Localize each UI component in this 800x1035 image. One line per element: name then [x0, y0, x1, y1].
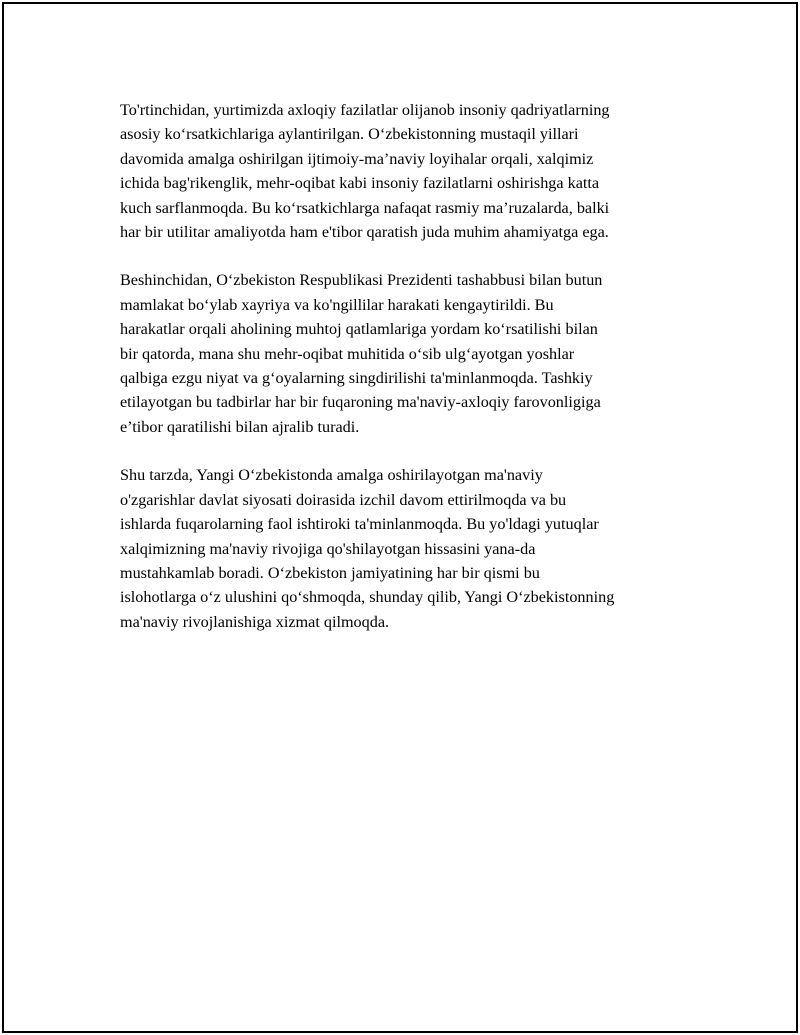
text-line: qalbiga ezgu niyat va g‘oyalarning singdirilishi ta'minlanmoqda. Tashkiy [120, 369, 593, 388]
text-line: o'zgarishlar davlat siyosati doirasida izchil davom ettirilmoqda va bu [120, 490, 567, 509]
text-line: e’tibor qaratilishi bilan ajralib turadi. [120, 417, 360, 436]
text-line: ishlarda fuqarolarning faol ishtiroki ta'minlanmoqda. Bu yo'ldagi yutuqlar [120, 515, 599, 534]
text-line: islohotlarga o‘z ulushini qo‘shmoqda, shunday qilib, Yangi O‘zbekistonning [120, 588, 615, 607]
text-line: kuch sarflanmoqda. Bu ko‘rsatkichlarga nafaqat rasmiy ma’ruzalarda, balki [120, 198, 610, 217]
text-line: mustahkamlab boradi. O‘zbekiston jamiyatining har bir qismi bu [120, 563, 540, 582]
text-line: bir qatorda, mana shu mehr-oqibat muhitida o‘sib ulg‘ayotgan yoshlar [120, 344, 575, 363]
paragraph-1 [120, 98, 700, 244]
page-frame [2, 2, 798, 1033]
document-body [120, 98, 700, 658]
text-line: mamlakat bo‘ylab xayriya va ko'ngillilar harakati kengaytirildi. Bu [120, 295, 554, 314]
paragraph-2 [120, 268, 700, 439]
text-line: asosiy ko‘rsatkichlariga aylantirilgan. O‘zbekistonning mustaqil yillari [120, 125, 579, 144]
text-line: ma'naviy rivojlanishiga xizmat qilmoqda. [120, 612, 390, 631]
text-line: ichida bag'rikenglik, mehr-oqibat kabi insoniy fazilatlarni oshirishga katta [120, 174, 600, 193]
text-line: Beshinchidan, O‘zbekiston Respublikasi Prezidenti tashabbusi bilan butun [120, 271, 603, 290]
text-line: etilayotgan bu tadbirlar har bir fuqaroning ma'naviy-axloqiy farovonligiga [120, 393, 601, 412]
text-line: xalqimizning ma'naviy rivojiga qo'shilayotgan hissasini yana-da [120, 539, 536, 558]
text-line: har bir utilitar amaliyotda ham e'tibor qaratish juda muhim ahamiyatga ega. [120, 223, 609, 242]
text-line: harakatlar orqali aholining muhtoj qatlamlariga yordam ko‘rsatilishi bilan [120, 320, 598, 339]
text-line: To'rtinchidan, yurtimizda axloqiy fazilatlar olijanob insoniy qadriyatlarning [120, 101, 610, 119]
paragraph-3 [120, 463, 700, 634]
text-line: davomida amalga oshirilgan ijtimoiy-ma’naviy loyihalar orqali, xalqimiz [120, 149, 594, 168]
text-line: Shu tarzda, Yangi O‘zbekistonda amalga oshirilayotgan ma'naviy [120, 466, 543, 485]
